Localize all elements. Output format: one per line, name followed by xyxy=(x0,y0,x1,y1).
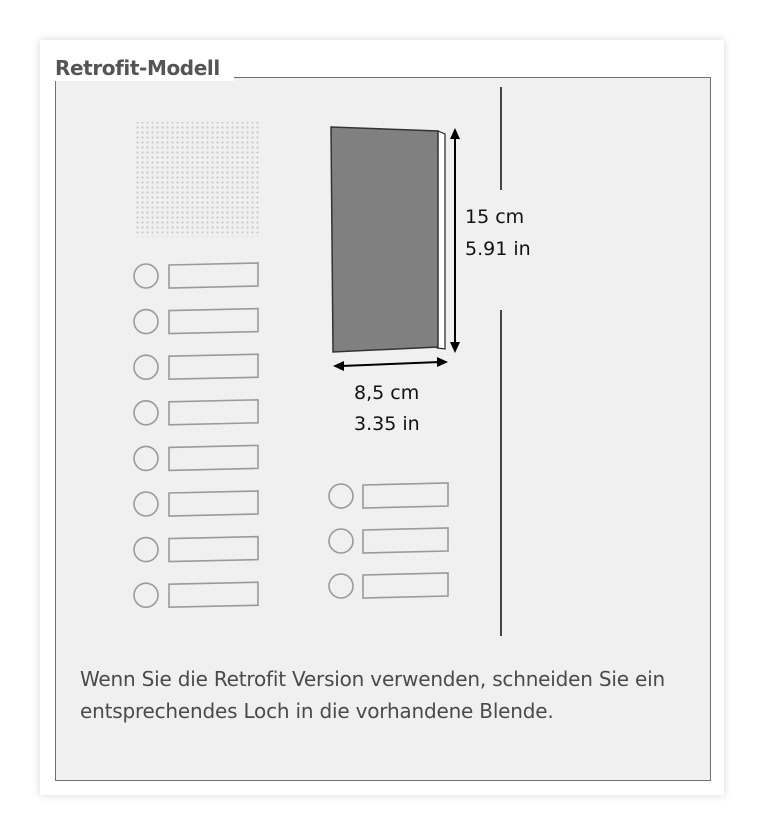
left-name-plate-3 xyxy=(169,354,258,379)
section-title: Retrofit-Modell xyxy=(55,55,234,81)
height-dimension-arrow xyxy=(450,128,460,353)
left-name-plate-7 xyxy=(169,537,258,562)
left-name-plate-4 xyxy=(169,400,258,425)
left-bell-button-1 xyxy=(134,264,158,288)
right-bell-button-2 xyxy=(329,529,353,553)
height-in-label: 5.91 in xyxy=(465,238,531,260)
display-module xyxy=(331,127,438,352)
left-name-plate-1 xyxy=(169,263,258,288)
retrofit-note: Wenn Sie die Retrofit Version verwenden, schneiden Sie ein entsprechendes Loch in die vorhandene Blende. xyxy=(80,667,665,723)
left-name-plate-8 xyxy=(169,582,258,607)
right-name-plate-2 xyxy=(363,528,448,553)
left-bell-button-2 xyxy=(134,310,158,334)
right-name-plate-1 xyxy=(363,483,448,508)
left-button-column xyxy=(134,263,258,607)
right-name-plate-3 xyxy=(363,573,448,598)
width-in-label: 3.35 in xyxy=(354,413,420,435)
left-name-plate-5 xyxy=(169,445,258,470)
left-bell-button-3 xyxy=(134,355,158,379)
left-name-plate-2 xyxy=(169,309,258,334)
left-bell-button-8 xyxy=(134,583,158,607)
left-bell-button-4 xyxy=(134,401,158,425)
right-bell-button-3 xyxy=(329,574,353,598)
width-cm-label: 8,5 cm xyxy=(354,382,420,404)
width-dimension-arrow xyxy=(333,357,448,371)
left-bell-button-6 xyxy=(134,492,158,516)
right-button-column xyxy=(329,483,448,598)
left-bell-button-5 xyxy=(134,446,158,470)
speaker-grille xyxy=(134,122,261,237)
height-cm-label: 15 cm xyxy=(465,206,525,228)
left-name-plate-6 xyxy=(169,491,258,516)
right-bell-button-1 xyxy=(329,484,353,508)
left-bell-button-7 xyxy=(134,538,158,562)
